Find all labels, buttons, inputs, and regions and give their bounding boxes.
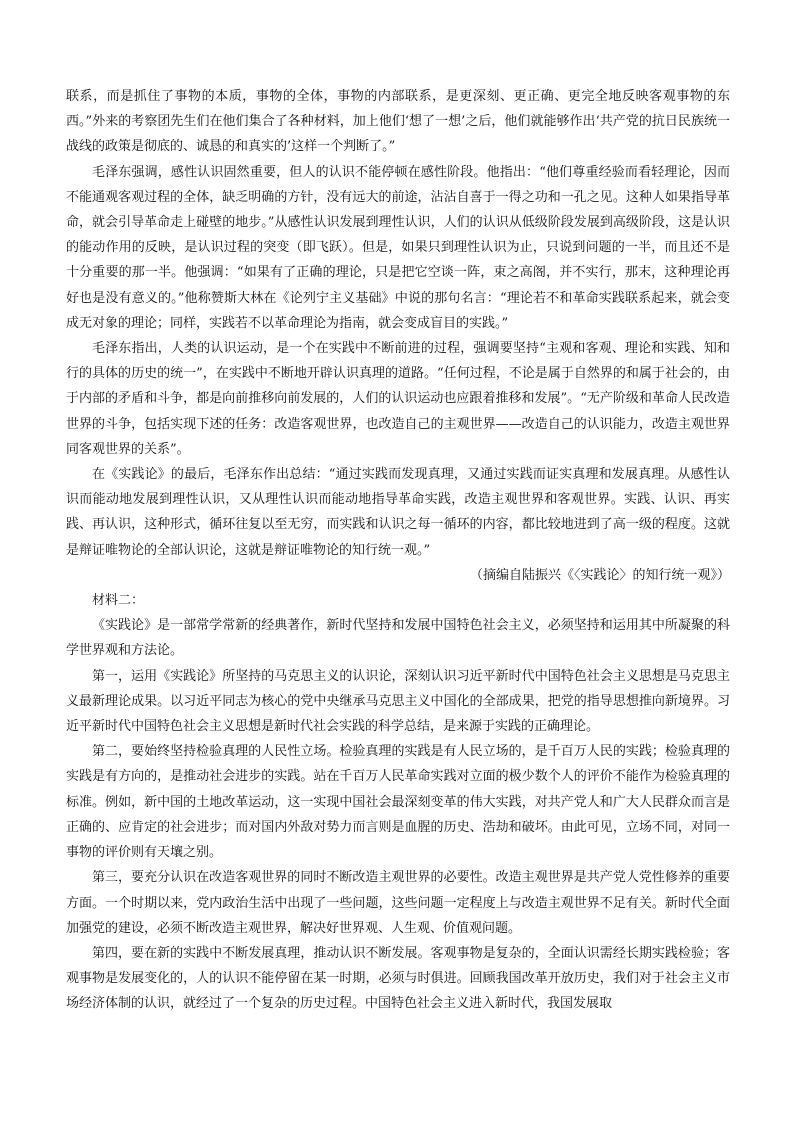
paragraph-perceptual-rational: 毛泽东强调，感性认识固然重要，但人的认识不能停顿在感性阶段。他指出：“他们尊重经验而看轻理论，因而不能通观客观过程的全体，缺乏明确的方针，没有远大的前途，沾沾自喜于一得之功和一孔之见。这种人如果指导革命，就会引导革命走上碰壁的地步。”从感性认识发展到理性认识，人们的认识从低级阶段发展到高级阶段，这是认识的能动作用的反映，是认识过程的突变（即飞跃）。但是，如果只到理性认识为止，只说到问题的一半，而且还不是十分重要的那一半。他强调：“如果有了正确的理论，只是把它空谈一阵，束之高阁，并不实行，那末，这种理论再好也是没有意义的。”他称赞斯大林在《论列宁主义基础》中说的那句名言：“理论若不和革命实践联系起来，就会变成无对象的理论；同样，实践若不以革命理论为指南，就会变成盲目的实践。” xyxy=(66,164,730,331)
material-2-point-4: 第四，要在新的实践中不断发展真理，推动认识不断发展。客观事物是复杂的，全面认识需经长期实践检验；客观事物是发展变化的，人的认识不能停留在某一时期，必须与时俱进。回顾我国改革开放历史，我们对于社会主义市场经济体制的认识，就经过了一个复杂的历史过程。中国特色社会主义进入新时代，我国发展取 xyxy=(66,945,730,1012)
source-citation: （摘编自陆振兴《〈实践论〉的知行统一观》） xyxy=(469,567,730,583)
material-2-point-2: 第二，要始终坚持检验真理的人民性立场。检验真理的实践是有人民立场的，是千百万人民的实践；检验真理的实践是有方向的，是推动社会进步的实践。站在千百万人民革命实践对立面的极少数个人的评价不能作为检验真理的标准。例如，新中国的土地改革运动，这一实现中国社会最深刻变革的伟大实践，对共产党人和广大人民群众而言是正确的、应肯定的社会进步；而对国内外敌对势力而言则是血腥的历史、浩劫和破坏。由此可见，立场不同，对同一事物的评价则有天壤之别。 xyxy=(66,744,730,861)
paragraph-continued: 联系，而是抓住了事物的本质，事物的全体，事物的内部联系，是更深刻、更正确、更完全地反映客观事物的东西。”外来的考察团先生们在他们集合了各种材料，加上他们‘想了一想’之后，他们就能够作出‘共产党的抗日民族统一战线的政策是彻底的、诚恳的和真实的’这样一个判断了。” xyxy=(66,89,730,155)
material-2-point-1: 第一，运用《实践论》所坚持的马克思主义的认识论，深刻认识习近平新时代中国特色社会主义思想是马克思主义最新理论成果。以习近平同志为核心的党中央继承马克思主义中国化的全部成果，把党的指导思想推向新境界。习近平新时代中国特色社会主义思想是新时代社会实践的科学总结，是来源于实践的正确理论。 xyxy=(66,668,730,735)
document-page xyxy=(66,84,730,1017)
material-2-intro: 《实践论》是一部常学常新的经典著作，新时代坚持和发展中国特色社会主义，必须坚持和运用其中所凝聚的科学世界观和方法论。 xyxy=(66,618,730,659)
paragraph-conclusion: 在《实践论》的最后，毛泽东作出总结：“通过实践而发现真理，又通过实践而证实真理和发展真理。从感性认识而能动地发展到理性认识，又从理性认识而能动地指导革命实践，改造主观世界和客观世界。实践、认识、再实践、再认识，这种形式，循环往复以至无穷，而实践和认识之每一循环的内容，都比较地进到了高一级的程度。这就是辩证唯物论的全部认识论，这就是辩证唯物论的知行统一观。” xyxy=(66,467,730,558)
material-2-point-3: 第三，要充分认识在改造客观世界的同时不断改造主观世界的必要性。改造主观世界是共产党人党性修养的重要方面。一个时期以来，党内政治生活中出现了一些问题，这些问题一定程度上与改造主观世界不足有关。新时代全面加强党的建设，必须不断改造主观世界，解决好世界观、人生观、价值观问题。 xyxy=(66,870,730,936)
paragraph-cognitive-movement: 毛泽东指出，人类的认识运动，是一个在实践中不断前进的过程，强调要坚持“主观和客观、理论和实践、知和行的具体的历史的统一”，在实践中不断地开辟认识真理的道路。“任何过程，不论是属于自然界的和属于社会的，由于内部的矛盾和斗争，都是向前推移向前发展的，人们的认识运动也应跟着推移和发展”。“无产阶级和革命人民改造世界的斗争，包括实现下述的任务：改造客观世界，也改造自己的主观世界——改造自己的认识能力，改造主观世界同客观世界的关系”。 xyxy=(66,341,730,457)
material-2-label: 材料二： xyxy=(92,593,145,609)
